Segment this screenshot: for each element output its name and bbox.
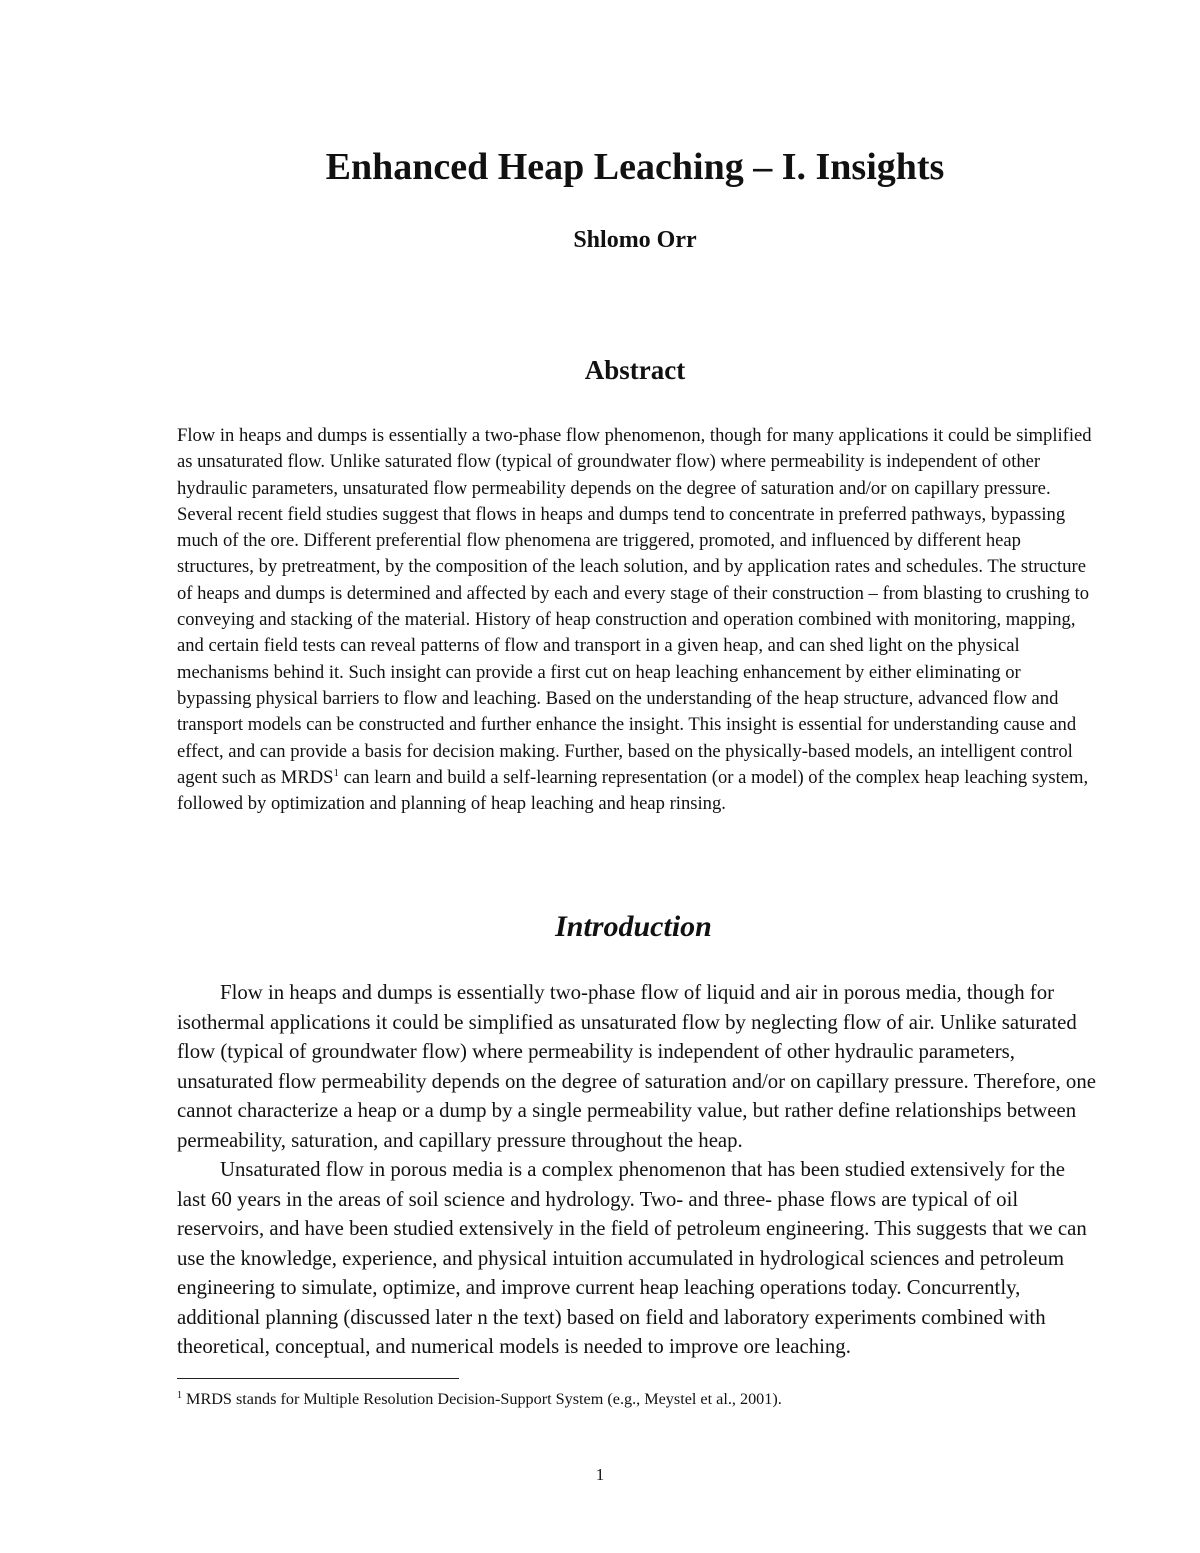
abstract-text-part1: Flow in heaps and dumps is essentially a two-phase flow phenomenon, though for many applications it could be simplified as unsaturated flow. Unlike saturated flow (typical of groundwater flow) where permeability is independent of other hydraulic parameters, unsaturated flow permeability depends on the degree of saturation and/or on capillary pressure. Several recent field studies suggest that flows in heaps and dumps tend to concentrate in preferred pathways, bypassing much of the ore. Different preferential flow phenomena are triggered, promoted, and influenced by different heap structures, by pretreatment, by the composition of the leach solution, and by application rates and schedules. The structure of heaps and dumps is determined and affected by each and every stage of their construction – from blasting to crushing to conveying and stacking of the material. History of heap construction and operation combined with monitoring, mapping, and certain field tests can reveal patterns of flow and transport in a given heap, and can shed light on the physical mechanisms behind it. Such insight can provide a first cut on heap leaching enhancement by either eliminating or bypassing physical barriers to flow and leaching. Based on the understanding of the heap structure, advanced flow and transport models can be constructed and further enhance the insight. This insight is essential for understanding cause and effect, and can provide a basis for decision making. Further, based on the physically-based models, an intelligent control agent such as MRDS bbox=[177, 425, 1092, 788]
footnote-text: MRDS stands for Multiple Resolution Decision-Support System (e.g., Meystel et al., 2001). bbox=[182, 1390, 782, 1408]
page-number: 1 bbox=[595, 1465, 605, 1484]
footnote-reference: 1 bbox=[333, 766, 339, 779]
introduction-paragraph-2: Unsaturated flow in porous media is a complex phenomenon that has been studied extensively for the last 60 years in the areas of soil science and hydrology. Two- and three- phase flows are typical of oil reservoirs, and have been studied extensively in the field of petroleum engineering. This suggests that we can use the knowledge, experience, and physical intuition accumulated in hydrological sciences and petroleum engineering to simulate, optimize, and improve current heap leaching operations today. Concurrently, additional planning (discussed later n the text) based on field and laboratory experiments combined with theoretical, conceptual, and numerical models is needed to improve ore leaching. bbox=[177, 1158, 1087, 1358]
footnote-marker: 1 bbox=[177, 1390, 182, 1401]
footnote bbox=[177, 1388, 1097, 1410]
abstract-heading: Abstract bbox=[584, 355, 686, 385]
introduction-paragraph-1: Flow in heaps and dumps is essentially two-phase flow of liquid and air in porous media, though for isothermal applications it could be simplified as unsaturated flow by neglecting flow of air. Unlike saturated flow (typical of groundwater flow) where permeability is independent of other hydraulic parameters, unsaturated flow permeability depends on the degree of saturation and/or on capillary pressure. Therefore, one cannot characterize a heap or a dump by a single permeability value, but rather define relationships between permeability, saturation, and capillary pressure throughout the heap. bbox=[177, 981, 1096, 1152]
introduction-heading: Introduction bbox=[555, 910, 712, 943]
paper-title: Enhanced Heap Leaching – I. Insights bbox=[325, 146, 945, 188]
abstract-text-part2: can learn and build a self-learning representation (or a model) of the complex heap leaching system, followed by optimization and planning of heap leaching and heap rinsing. bbox=[177, 766, 1089, 815]
introduction-body bbox=[177, 978, 1097, 1362]
author-name: Shlomo Orr bbox=[573, 227, 697, 253]
abstract-text bbox=[177, 423, 1092, 817]
footnote-separator bbox=[177, 1378, 459, 1379]
